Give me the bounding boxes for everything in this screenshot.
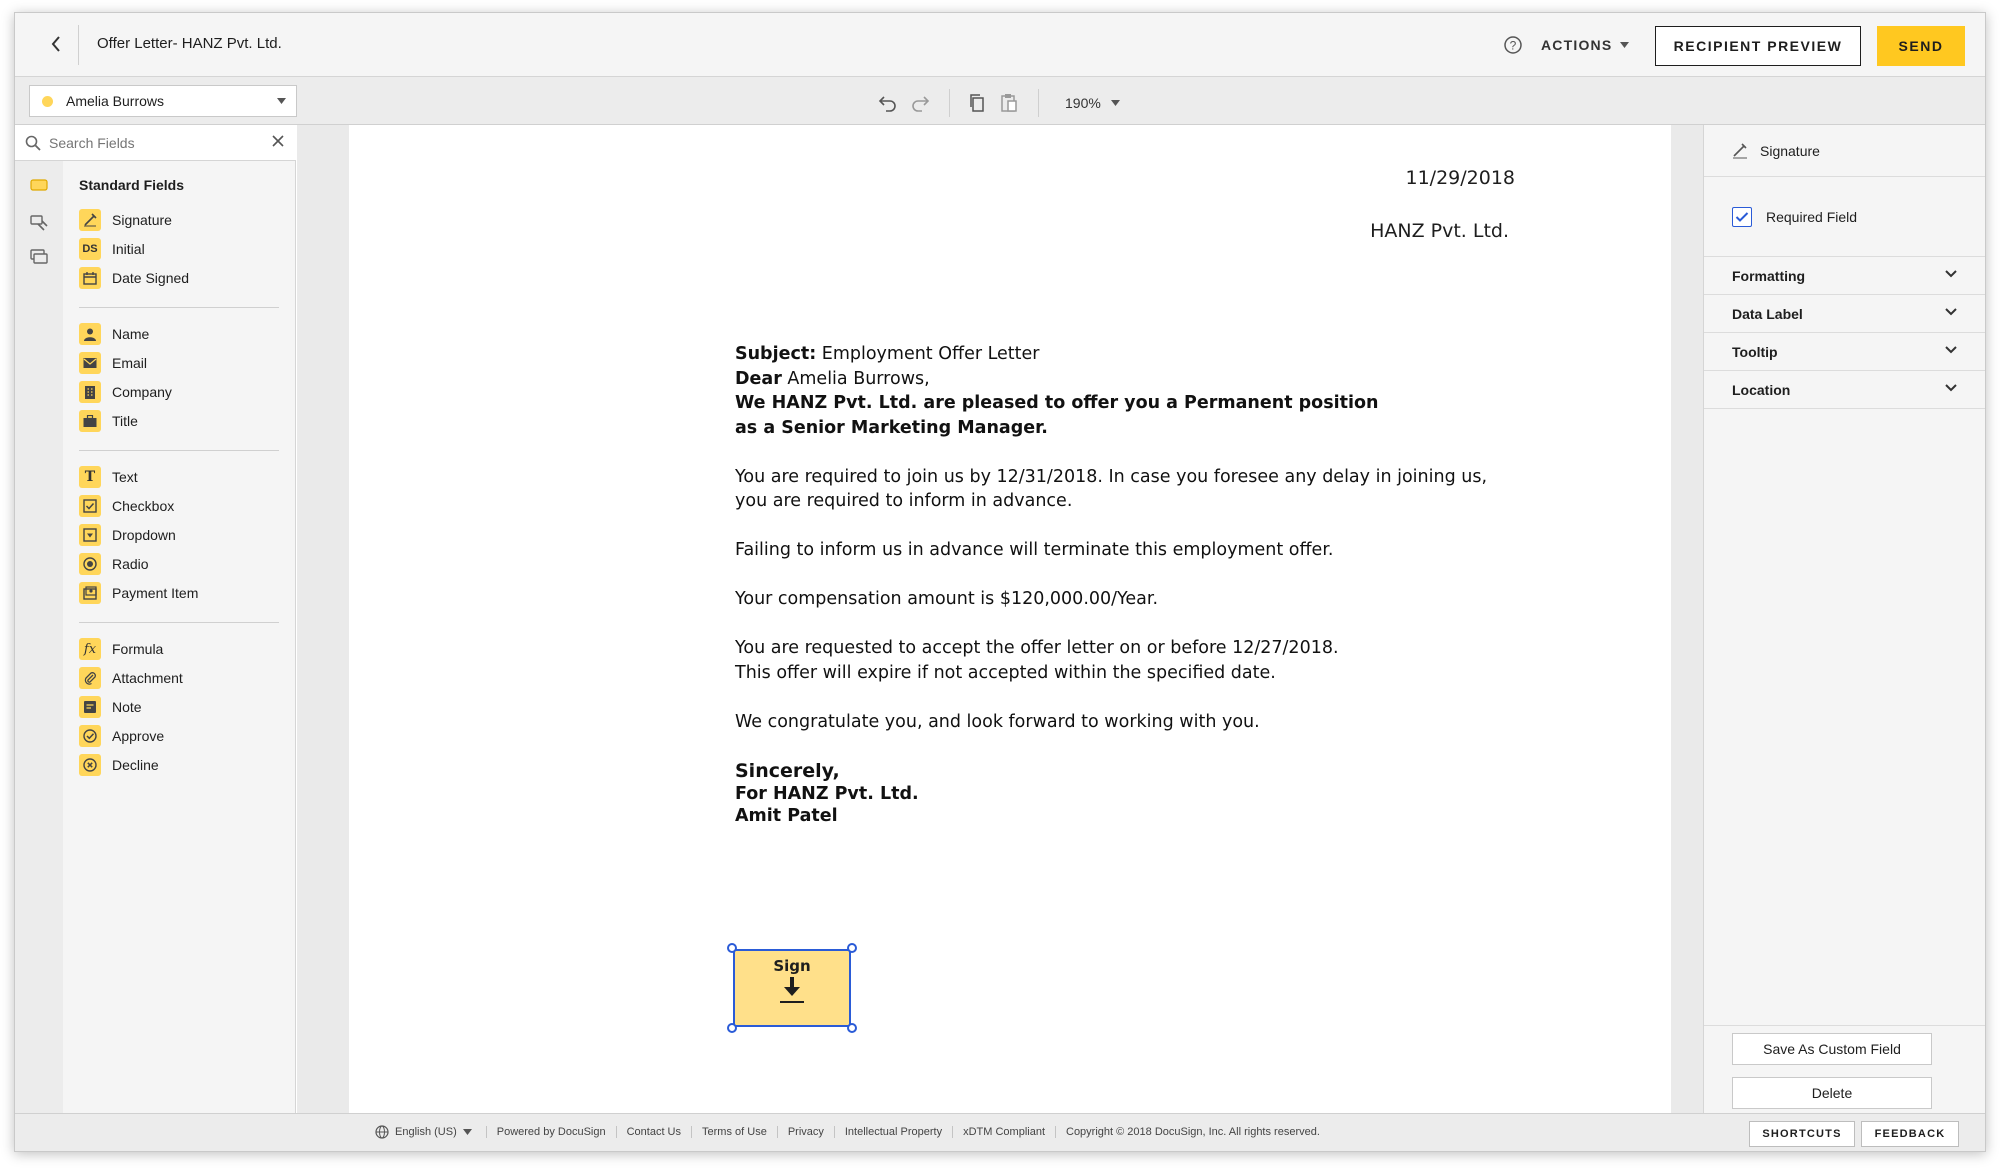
properties-panel [1703, 125, 1986, 1113]
field-radio[interactable] [79, 551, 149, 577]
copyright-text: Copyright © 2018 DocuSign, Inc. All rights reserved. [1055, 1126, 1330, 1138]
link-terms-of-use[interactable]: Terms of Use [691, 1126, 777, 1138]
link-xdtm-compliant[interactable]: xDTM Compliant [952, 1126, 1055, 1138]
custom-fields-icon[interactable] [27, 211, 51, 235]
footer-links [375, 1125, 1330, 1139]
field-label: Radio [112, 556, 149, 572]
recipient-color-dot [42, 96, 53, 107]
language-label: English (US) [395, 1126, 457, 1138]
document-title: Offer Letter- HANZ Pvt. Ltd. [97, 35, 282, 52]
paperclip-icon [79, 667, 101, 689]
fields-panel [15, 125, 296, 1113]
decline-icon [79, 754, 101, 776]
intro-line-2: as a Senior Marketing Manager. [735, 417, 1048, 438]
checkbox-icon [79, 495, 101, 517]
panel-divider [1704, 1025, 1986, 1026]
field-label: Signature [112, 212, 172, 228]
para4-line-1: You are requested to accept the offer letter on or before 12/27/2018. [735, 638, 1339, 658]
caret-down-icon [1620, 42, 1629, 48]
field-name[interactable] [79, 321, 149, 347]
link-intellectual-property[interactable]: Intellectual Property [834, 1126, 952, 1138]
link-powered-by[interactable]: Powered by DocuSign [486, 1126, 616, 1138]
subject-text: Employment Offer Letter [816, 344, 1040, 364]
sign-tag-label: Sign [773, 957, 811, 975]
section-location[interactable] [1704, 371, 1986, 409]
sign-for: For HANZ Pvt. Ltd. [735, 784, 919, 804]
field-dropdown[interactable] [79, 522, 176, 548]
briefcase-icon [79, 410, 101, 432]
link-privacy[interactable]: Privacy [777, 1126, 834, 1138]
field-decline[interactable] [79, 752, 159, 778]
para2: Failing to inform us in advance will terminate this employment offer. [735, 540, 1334, 560]
close-icon [272, 135, 284, 147]
back-button[interactable] [39, 27, 73, 61]
field-checkbox[interactable] [79, 493, 174, 519]
section-label: Location [1732, 381, 1791, 398]
section-tooltip[interactable] [1704, 333, 1986, 371]
field-label: Name [112, 326, 150, 342]
globe-icon [375, 1125, 389, 1139]
group-divider [79, 307, 279, 308]
resize-handle[interactable] [727, 1023, 737, 1033]
caret-down-icon [463, 1129, 472, 1135]
field-attachment[interactable] [79, 665, 183, 691]
stacked-fields-icon[interactable] [27, 245, 51, 269]
required-checkbox[interactable] [1732, 207, 1752, 227]
payment-icon [79, 582, 101, 604]
field-label: Email [112, 355, 148, 371]
field-label: Dropdown [112, 527, 176, 543]
letter-body [735, 342, 1595, 827]
field-initial[interactable] [79, 236, 145, 262]
field-type-header [1704, 125, 1986, 177]
standard-fields-icon[interactable] [27, 173, 51, 197]
subject-line [735, 342, 1595, 367]
closing: Sincerely, [735, 759, 840, 782]
chevron-down-icon [1945, 384, 1957, 392]
field-email[interactable] [79, 350, 147, 376]
field-formula[interactable] [79, 636, 163, 662]
toolbar-actions [875, 89, 1120, 117]
section-label: Tooltip [1732, 343, 1778, 360]
subject-label: Subject: [735, 344, 817, 364]
header-bar [15, 13, 1985, 77]
redo-icon[interactable] [907, 90, 933, 116]
para3: Your compensation amount is $120,000.00/Year. [735, 589, 1159, 609]
field-label: Text [112, 469, 138, 485]
resize-handle[interactable] [727, 943, 737, 953]
toolbar-divider [1038, 89, 1039, 117]
para1-line-2: you are required to inform in advance. [735, 491, 1073, 511]
search-icon [25, 135, 41, 151]
calendar-icon [79, 267, 101, 289]
signature-tag-box[interactable] [733, 949, 851, 1027]
footer [15, 1113, 1985, 1152]
field-label: Title [112, 413, 138, 429]
toolbar [15, 77, 1985, 125]
note-icon [79, 696, 101, 718]
letter-company: HANZ Pvt. Ltd. [1370, 220, 1509, 242]
field-date-signed[interactable] [79, 265, 189, 291]
checkmark-icon [1735, 211, 1749, 223]
field-label: Payment Item [112, 585, 199, 601]
send-button[interactable]: SEND [1877, 26, 1965, 66]
field-label: Checkbox [112, 498, 175, 514]
actions-menu[interactable] [1541, 37, 1629, 53]
language-select[interactable] [375, 1125, 486, 1139]
field-label: Company [112, 384, 172, 400]
chevron-down-icon [1945, 308, 1957, 316]
zoom-value: 190% [1065, 95, 1101, 111]
search-input[interactable] [49, 135, 249, 151]
field-note[interactable] [79, 694, 142, 720]
para5: We congratulate you, and look forward to working with you. [735, 711, 1260, 732]
chevron-down-icon [1945, 270, 1957, 278]
field-text[interactable] [79, 464, 138, 490]
section-label: Data Label [1732, 305, 1803, 322]
text-t-icon: T [79, 466, 101, 488]
svg-text:?: ? [1509, 38, 1517, 53]
field-label: Attachment [112, 670, 183, 686]
search-bar [15, 125, 296, 161]
field-payment-item[interactable] [79, 580, 198, 606]
fx-icon: fx [79, 638, 101, 660]
required-label: Required Field [1766, 208, 1858, 225]
ds-initial-icon: DS [79, 238, 101, 260]
person-icon [79, 323, 101, 345]
pen-icon [1732, 143, 1748, 159]
app-window [14, 12, 1986, 1152]
envelope-icon [79, 352, 101, 374]
field-label: Approve [112, 728, 165, 744]
undo-icon[interactable] [875, 90, 901, 116]
group-divider [79, 622, 279, 623]
recipient-select[interactable] [29, 85, 297, 117]
dear-label: Dear [735, 368, 782, 389]
section-data-label[interactable] [1704, 295, 1986, 333]
field-label: Note [112, 699, 142, 715]
building-icon [79, 381, 101, 403]
zoom-select[interactable] [1065, 95, 1120, 111]
recipient-name: Amelia Burrows [66, 93, 165, 109]
field-label: Initial [112, 241, 145, 257]
field-category-rail [15, 161, 63, 1113]
shortcuts-button[interactable]: SHORTCUTS [1749, 1121, 1855, 1147]
signature-tag[interactable] [733, 949, 851, 1027]
required-row [1704, 177, 1986, 257]
field-approve[interactable] [79, 723, 164, 749]
toolbar-divider [949, 89, 950, 117]
letter-date: 11/29/2018 [1405, 167, 1515, 189]
intro-line-1: We HANZ Pvt. Ltd. are pleased to offer you a Permanent position [735, 393, 1379, 413]
recipient-preview-button[interactable]: RECIPIENT PREVIEW [1655, 26, 1861, 66]
group-divider [79, 450, 279, 451]
pen-icon [79, 209, 101, 231]
feedback-button[interactable]: FEEDBACK [1861, 1121, 1959, 1147]
field-title[interactable] [79, 408, 138, 434]
field-signature[interactable] [79, 207, 172, 233]
resize-handle[interactable] [847, 1023, 857, 1033]
link-contact-us[interactable]: Contact Us [616, 1126, 691, 1138]
chevron-left-icon [50, 35, 62, 53]
actions-label: ACTIONS [1541, 37, 1613, 53]
header-divider [78, 25, 79, 65]
delete-button[interactable]: Delete [1732, 1077, 1932, 1109]
approve-icon [79, 725, 101, 747]
field-label: Date Signed [112, 270, 190, 286]
radio-icon [79, 553, 101, 575]
field-company[interactable] [79, 379, 172, 405]
field-label: Formula [112, 641, 164, 657]
save-custom-field-button[interactable]: Save As Custom Field [1732, 1033, 1932, 1065]
chevron-down-icon [1945, 346, 1957, 354]
copy-icon[interactable] [964, 90, 990, 116]
field-type-label: Signature [1760, 142, 1820, 159]
signer-name: Amit Patel [735, 806, 838, 826]
caret-down-icon [277, 98, 286, 104]
document-canvas [297, 125, 1703, 1113]
field-label: Decline [112, 757, 159, 773]
caret-down-icon [1111, 100, 1120, 106]
dropdown-icon [79, 524, 101, 546]
para4-line-2: This offer will expire if not accepted within the specified date. [735, 662, 1276, 683]
document-page[interactable] [349, 125, 1671, 1113]
section-formatting[interactable] [1704, 257, 1986, 295]
help-icon[interactable] [1503, 35, 1523, 55]
standard-fields-heading: Standard Fields [79, 177, 185, 193]
dear-text: Amelia Burrows, [781, 368, 930, 389]
arrow-down-icon [778, 975, 806, 1005]
resize-handle[interactable] [847, 943, 857, 953]
paste-icon[interactable] [996, 90, 1022, 116]
para1-line-1: You are required to join us by 12/31/2018. In case you foresee any delay in joining us, [735, 466, 1488, 487]
greeting-line [735, 367, 1595, 392]
section-label: Formatting [1732, 267, 1806, 284]
